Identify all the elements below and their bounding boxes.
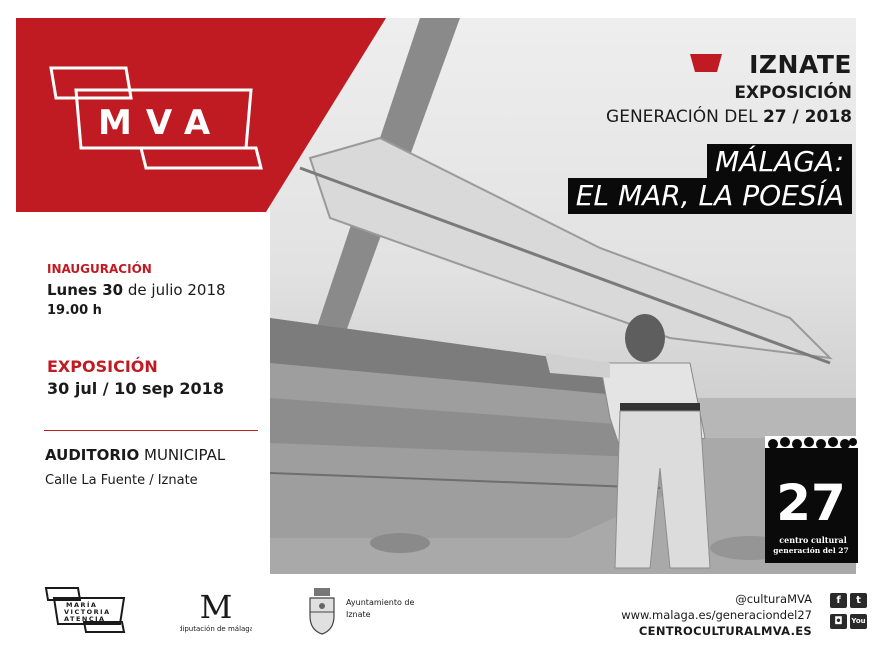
site-link[interactable]	[639, 624, 812, 638]
ayuntamiento-line2: Iznate	[346, 610, 371, 619]
mva-footer-line3: ATENCIA	[64, 615, 106, 623]
badge-line2: generación del 27	[773, 546, 849, 555]
badge-line1: centro cultural	[779, 535, 847, 545]
social-handle: @culturaMVA	[735, 592, 812, 606]
maria-victoria-atencia-logo	[44, 586, 128, 634]
badge-number: 27	[776, 474, 846, 532]
site-rest: .ES	[790, 624, 812, 638]
inauguration-date-rest: de julio 2018	[127, 281, 226, 299]
inauguration-weekday: Lunes 30	[47, 281, 124, 299]
generation-title	[606, 107, 852, 127]
generation-prefix: GENERACIÓN DEL	[606, 107, 758, 127]
instagram-icon[interactable]: ◘	[830, 614, 847, 629]
city-title: IZNATE	[749, 50, 852, 79]
red-flag-icon	[690, 54, 722, 72]
twitter-icon[interactable]: t	[850, 593, 867, 608]
venue-name-rest: MUNICIPAL	[144, 446, 226, 464]
diputacion-letter: M	[199, 588, 233, 626]
venue-address: Calle La Fuente / Iznate	[45, 473, 198, 488]
inauguration-label: INAUGURACIÓN	[47, 262, 152, 276]
exhibition-dates: 30 jul / 10 sep 2018	[47, 379, 224, 398]
mva-footer-line1: MARÍA	[66, 601, 98, 609]
generation-number: 27 / 2018	[762, 107, 852, 127]
ayuntamiento-iznate-logo	[306, 586, 426, 636]
exhibition-title: EXPOSICIÓN	[734, 83, 852, 103]
website-link[interactable]: www.malaga.es/generaciondel27	[621, 608, 812, 622]
mva-footer-line2: VICTORIA	[64, 608, 111, 616]
diputacion-text: diputación de málaga	[180, 625, 252, 633]
site-bold2: MVA	[761, 624, 791, 638]
inauguration-time: 19.00 h	[47, 303, 102, 318]
facebook-icon[interactable]: f	[830, 593, 847, 608]
venue-name	[45, 446, 225, 464]
red-banner	[16, 18, 386, 212]
diputacion-malaga-logo	[180, 588, 252, 634]
inauguration-date	[47, 281, 226, 299]
main-title-line2: EL MAR, LA POESÍA	[568, 178, 852, 214]
generation-27-logo	[765, 436, 858, 563]
venue-name-bold: AUDITORIO	[45, 446, 140, 464]
site-bold: CENTROCULTURAL	[638, 624, 761, 638]
youtube-icon[interactable]: You	[850, 614, 867, 629]
main-title-line1: MÁLAGA:	[707, 144, 852, 180]
exhibition-label: EXPOSICIÓN	[47, 357, 158, 376]
mva-logo-text: MVA	[98, 103, 225, 143]
divider	[44, 430, 258, 431]
ayuntamiento-line1: Ayuntamiento de	[346, 598, 415, 607]
